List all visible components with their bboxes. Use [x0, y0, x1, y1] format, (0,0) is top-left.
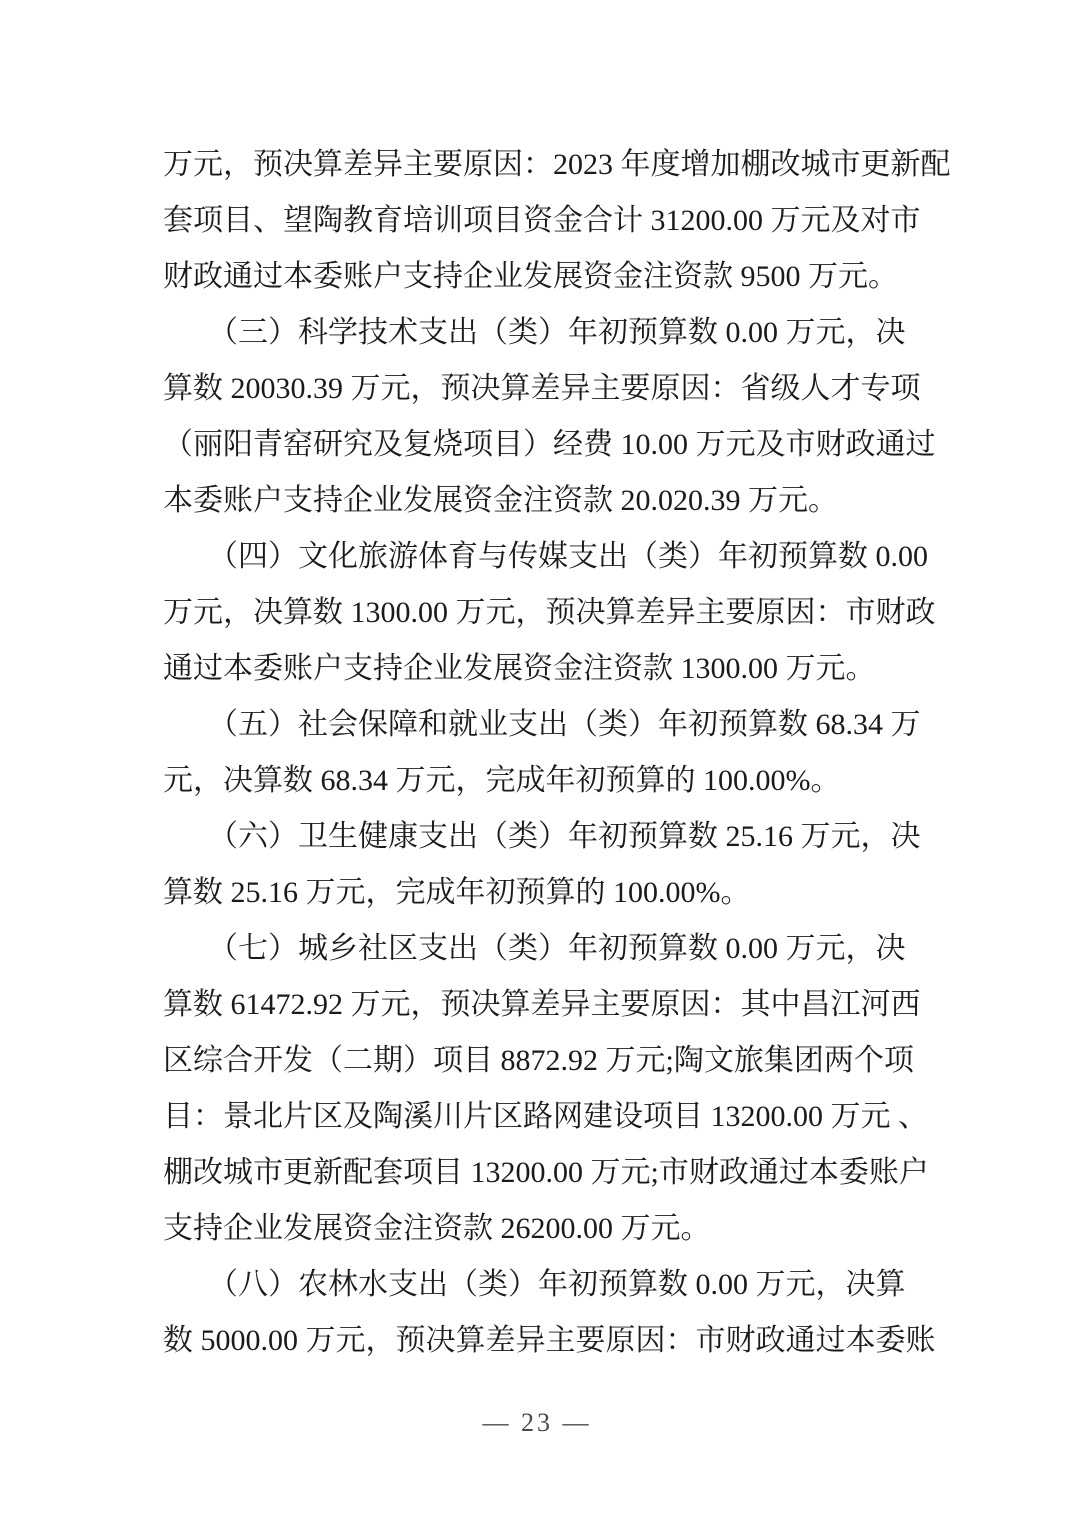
text-body: [163, 137, 1003, 1369]
text-line: 目：景北片区及陶溪川片区路网建设项目 13200.00 万元 、: [163, 1100, 928, 1133]
text-line: （三）科学技术支出（类）年初预算数 0.00 万元，决: [163, 316, 906, 349]
page-number: — 23 —: [482, 1408, 592, 1437]
text-line: 元，决算数 68.34 万元，完成年初预算的 100.00%。: [163, 764, 841, 797]
text-line: 数 5000.00 万元，预决算差异主要原因：市财政通过本委账: [163, 1324, 936, 1357]
text-line: （五）社会保障和就业支出（类）年初预算数 68.34 万: [163, 708, 921, 741]
text-line: 套项目、望陶教育培训项目资金合计 31200.00 万元及对市: [163, 204, 921, 237]
text-line: 财政通过本委账户支持企业发展资金注资款 9500 万元。: [163, 260, 898, 293]
text-line: 通过本委账户支持企业发展资金注资款 1300.00 万元。: [163, 652, 876, 685]
text-line: 支持企业发展资金注资款 26200.00 万元。: [163, 1212, 711, 1245]
text-line: 算数 25.16 万元，完成年初预算的 100.00%。: [163, 876, 751, 909]
text-line: （六）卫生健康支出（类）年初预算数 25.16 万元，决: [163, 820, 921, 853]
text-line: （八）农林水支出（类）年初预算数 0.00 万元，决算: [163, 1268, 906, 1301]
text-line: （七）城乡社区支出（类）年初预算数 0.00 万元，决: [163, 932, 906, 965]
text-line: 区综合开发（二期）项目 8872.92 万元;陶文旅集团两个项: [163, 1044, 914, 1077]
text-line: 棚改城市更新配套项目 13200.00 万元;市财政通过本委账户: [163, 1156, 929, 1189]
text-line: 算数 20030.39 万元，预决算差异主要原因：省级人才专项: [163, 372, 921, 405]
text-line: 万元，预决算差异主要原因：2023 年度增加棚改城市更新配: [163, 148, 951, 181]
text-line: 万元，决算数 1300.00 万元，预决算差异主要原因：市财政: [163, 596, 936, 629]
text-line: 本委账户支持企业发展资金注资款 20.020.39 万元。: [163, 484, 838, 517]
text-line: （四）文化旅游体育与传媒支出（类）年初预算数 0.00: [163, 540, 928, 573]
text-line: 算数 61472.92 万元，预决算差异主要原因：其中昌江河西: [163, 988, 921, 1021]
text-line: （丽阳青窑研究及复烧项目）经费 10.00 万元及市财政通过: [163, 428, 936, 461]
